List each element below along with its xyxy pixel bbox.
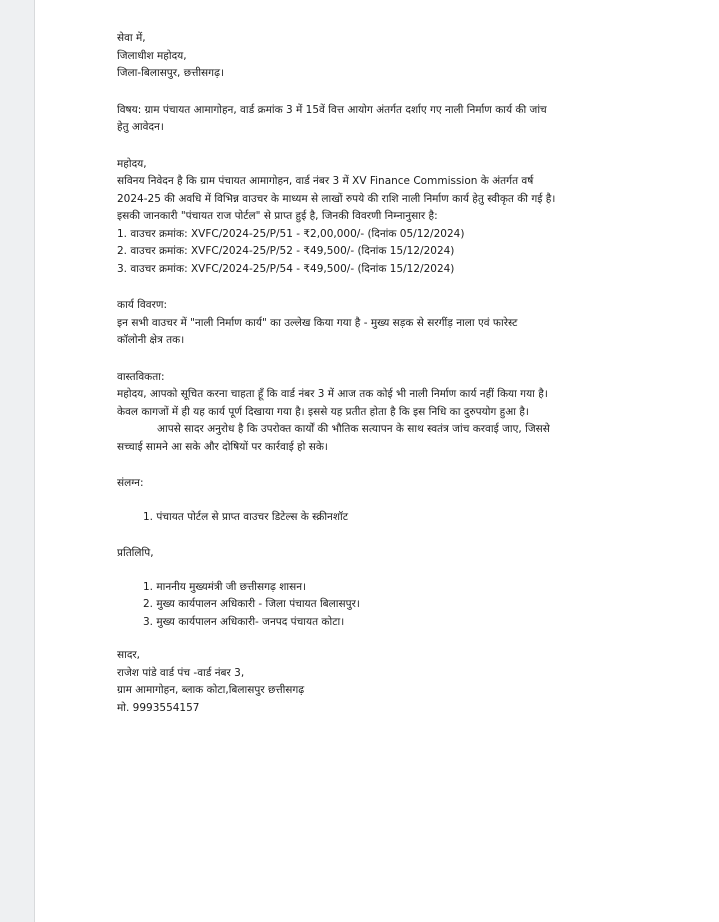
reality-line-3: आपसे सादर अनुरोध है कि उपरोक्त कार्यों की भौतिक सत्यापन के साथ स्वतंत्र जांच करवाई जाए, जिससे [157, 423, 550, 435]
salutation: महोदय, [117, 157, 147, 170]
copy-to-item: 2. मुख्य कार्यपालन अधिकारी - जिला पंचायत बिलासपुर। [143, 598, 360, 610]
subject-line-1: विषय: ग्राम पंचायत आमागोहन, वार्ड क्रमांक 3 में 15वें वित्त आयोग अंतर्गत दर्शाए गए नाली निर्माण कार्य की जांच [117, 103, 547, 116]
copy-to-item: 1. माननीय मुख्यमंत्री जी छत्तीसगढ़ शासन। [143, 580, 307, 593]
annexure-block [117, 475, 707, 526]
body-block [117, 156, 707, 279]
para1-line-2: 2024-25 की अवधि में विभिन्न वाउचर के माध्यम से लाखों रुपये की राशि नाली निर्माण कार्य हेतु स्वीकृत की गई है। [117, 192, 556, 205]
addressee-line-2: जिलाधीश महोदय, [117, 49, 187, 62]
voucher-list [117, 226, 707, 279]
reality-heading: वास्तविकता: [117, 370, 165, 383]
subject-block [117, 102, 707, 137]
signature-line-1: सादर, [117, 649, 141, 661]
signature-phone: मो. 9993554157 [117, 701, 200, 714]
copy-to-heading: प्रतिलिपि, [117, 547, 154, 559]
reality-line-2: केवल कागजों में ही यह कार्य पूर्ण दिखाया गया है। इससे यह प्रतीत होता है कि इस निधि का दुरुपयोग हुआ है। [117, 405, 529, 418]
voucher-item: 1. वाउचर क्रमांक: XVFC/2024-25/P/51 - ₹2,00,000/- (दिनांक 05/12/2024) [117, 227, 465, 240]
annexure-heading: संलग्न: [117, 477, 144, 489]
letter-content [117, 30, 707, 717]
work-details-line-2: कॉलोनी क्षेत्र तक। [117, 334, 185, 346]
reality-line-1: महोदय, आपको सूचित करना चाहता हूँ कि वार्ड नंबर 3 में आज तक कोई भी नाली निर्माण कार्य नहीं किया गया है। [117, 388, 548, 400]
copy-to-item: 3. मुख्य कार्यपालन अधिकारी- जनपद पंचायत कोटा। [143, 615, 345, 628]
addressee-line-3: जिला-बिलासपुर, छत्तीसगढ़। [117, 67, 224, 79]
reality-block [117, 369, 707, 457]
para1-line-1: सविनय निवेदन है कि ग्राम पंचायत आमागोहन, वार्ड नंबर 3 में XV Finance Commission के अंतर्गत वर्ष [117, 175, 534, 187]
work-details-block [117, 297, 707, 350]
subject-line-2: हेतु आवेदन। [117, 121, 164, 133]
document-page [35, 0, 719, 922]
voucher-item: 2. वाउचर क्रमांक: XVFC/2024-25/P/52 - ₹49,500/- (दिनांक 15/12/2024) [117, 245, 455, 257]
signature-line-2: राजेश पांडे वार्ड पंच -वार्ड नंबर 3, [117, 666, 245, 679]
annexure-item: 1. पंचायत पोर्टल से प्राप्त वाउचर डिटेल्स के स्क्रीनशॉट [143, 510, 349, 523]
addressee-block [117, 30, 707, 83]
signature-line-3: ग्राम आमागोहन, ब्लाक कोटा,बिलासपुर छत्तीसगढ़ [117, 684, 305, 696]
copy-to-block [117, 545, 707, 631]
para1-line-3: इसकी जानकारी "पंचायत राज पोर्टल" से प्राप्त हुई है, जिनकी विवरणी निम्नानुसार है: [117, 210, 438, 222]
voucher-item: 3. वाउचर क्रमांक: XVFC/2024-25/P/54 - ₹49,500/- (दिनांक 15/12/2024) [117, 262, 455, 275]
left-margin-strip [0, 0, 35, 922]
addressee-line-1: सेवा में, [117, 32, 146, 44]
signature-block [117, 647, 707, 717]
work-details-heading: कार्य विवरण: [117, 299, 168, 311]
reality-line-4: सच्चाई सामने आ सके और दोषियों पर कार्रवाई हो सके। [117, 440, 328, 453]
work-details-line-1: इन सभी वाउचर में "नाली निर्माण कार्य" का उल्लेख किया गया है - मुख्य सड़क से सरगींड़ नाला एवं फारेस्ट [117, 316, 518, 329]
